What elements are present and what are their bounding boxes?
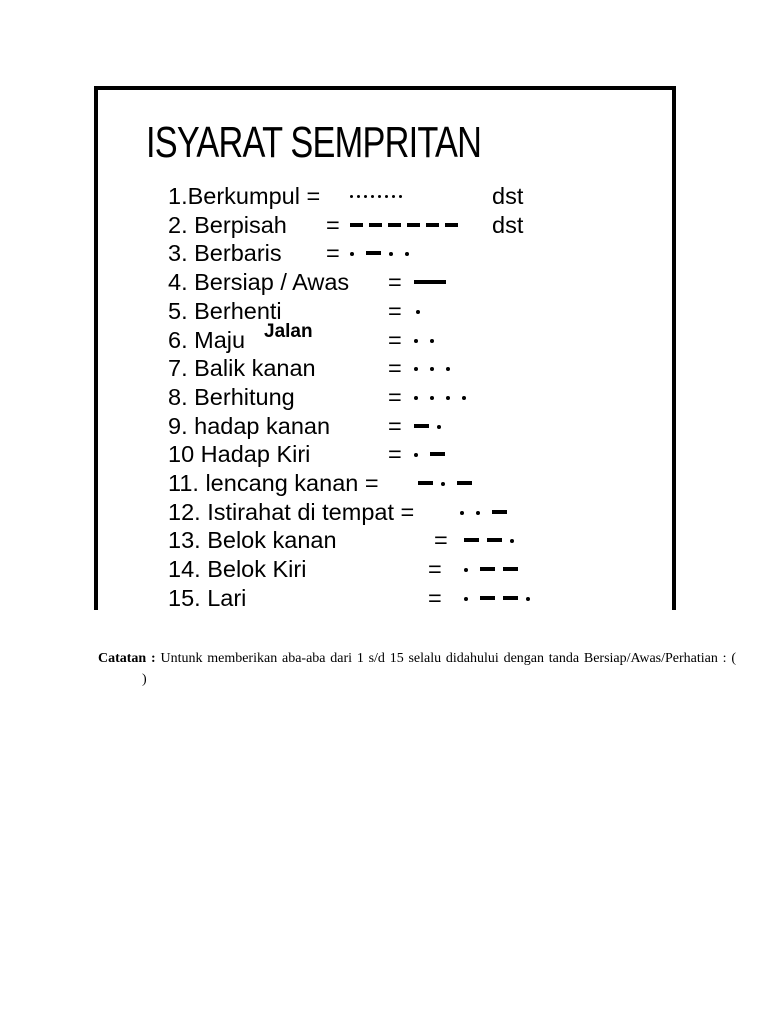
dot-mark [414,396,418,400]
dot-mark [476,511,480,515]
signal-row [98,211,672,239]
signal-label: 13. Belok kanan [168,527,337,554]
signal-label: 12. Istirahat di tempat = [168,498,415,525]
dot-mark [430,396,434,400]
dash-mark [350,223,363,227]
signal-label: 5. Berhenti [168,297,282,324]
signal-label: 2. Berpisah [168,211,287,238]
signal-label: 7. Balik kanan [168,355,316,382]
equals-sign: = [388,441,402,468]
signal-row [98,383,672,411]
dash-mark [426,223,439,227]
signal-label: 15. Lari [168,584,247,610]
equals-sign: = [388,355,402,382]
equals-sign: = [326,240,340,267]
signal-row [98,440,672,468]
dot-mark [414,339,418,343]
signal-row [98,182,672,210]
dot-mark [371,195,374,198]
signal-label: 4. Bersiap / Awas [168,269,350,296]
dot-mark [385,195,388,198]
dash-mark [369,223,382,227]
dot-mark [389,252,393,256]
dot-mark [526,597,530,601]
dash-mark [480,596,495,600]
dot-mark [414,367,418,371]
signal-row [98,526,672,554]
dot-mark [392,195,395,198]
signal-label: 8. Berhitung [168,383,295,410]
signal-row [98,320,672,354]
signal-row [98,469,672,497]
whistle-signal-figure [94,86,676,610]
equals-sign: = [428,556,442,583]
signal-suffix: dst [492,183,524,209]
note-label: Catatan : [98,651,156,666]
long-dash-mark [414,280,446,284]
dot-mark [364,195,367,198]
equals-sign: = [326,211,340,238]
signal-label: 3. Berbaris [168,240,282,267]
signal-row [98,297,672,325]
dash-mark [487,538,502,542]
signal-label: 9. hadap kanan [168,412,331,439]
dot-mark [464,597,468,601]
dot-mark [462,396,466,400]
equals-sign: = [428,584,442,610]
dash-mark [464,538,479,542]
dash-mark [480,567,495,571]
equals-sign: = [388,412,402,439]
dash-mark [503,596,518,600]
signal-row [98,239,672,267]
signal-row [98,498,672,526]
dot-mark [350,195,353,198]
signal-row [98,354,672,382]
dash-mark [414,424,429,428]
dot-mark [350,252,354,256]
dot-mark [357,195,360,198]
dot-mark [437,425,441,429]
equals-sign: = [388,269,402,296]
signal-extra-label: Jalan [264,320,313,342]
equals-sign: = [388,383,402,410]
equals-sign: = [434,527,448,554]
equals-sign: = [388,297,402,324]
signal-label: 1.Berkumpul = [168,183,321,209]
figure-title: ISYARAT SEMPRITAN [146,118,482,167]
dash-mark [366,251,381,255]
note-text: Untunk memberikan aba-aba dari 1 s/d 15 selalu didahului dengan tanda Bersiap/Awas/Perhatian : ( [160,651,736,666]
dot-mark [446,367,450,371]
dot-mark [378,195,381,198]
dot-mark [430,339,434,343]
dot-mark [460,511,464,515]
dash-mark [503,567,518,571]
dash-mark [418,481,433,485]
signal-label: 11. lencang kanan = [168,470,379,496]
signal-label: 10 Hadap Kiri [168,441,311,468]
equals-sign: = [388,326,402,353]
signal-label: 6. Maju [168,326,246,353]
dot-mark [446,396,450,400]
dash-mark [445,223,458,227]
note-paragraph [98,648,736,690]
dot-mark [399,195,402,198]
dot-mark [441,482,445,486]
dot-mark [416,310,420,314]
dot-mark [405,252,409,256]
signal-row [98,412,672,440]
dot-mark [430,367,434,371]
signal-row [98,268,672,296]
signal-suffix: dst [492,211,524,238]
dash-mark [388,223,401,227]
dot-mark [414,453,418,457]
dot-mark [464,568,468,572]
signal-row [98,584,672,610]
signal-row [98,555,672,583]
dash-mark [407,223,420,227]
note-close: ) [142,672,147,687]
signal-label: 14. Belok Kiri [168,556,307,583]
dash-mark [492,510,507,514]
dash-mark [430,452,445,456]
dot-mark [510,539,514,543]
dash-mark [457,481,472,485]
